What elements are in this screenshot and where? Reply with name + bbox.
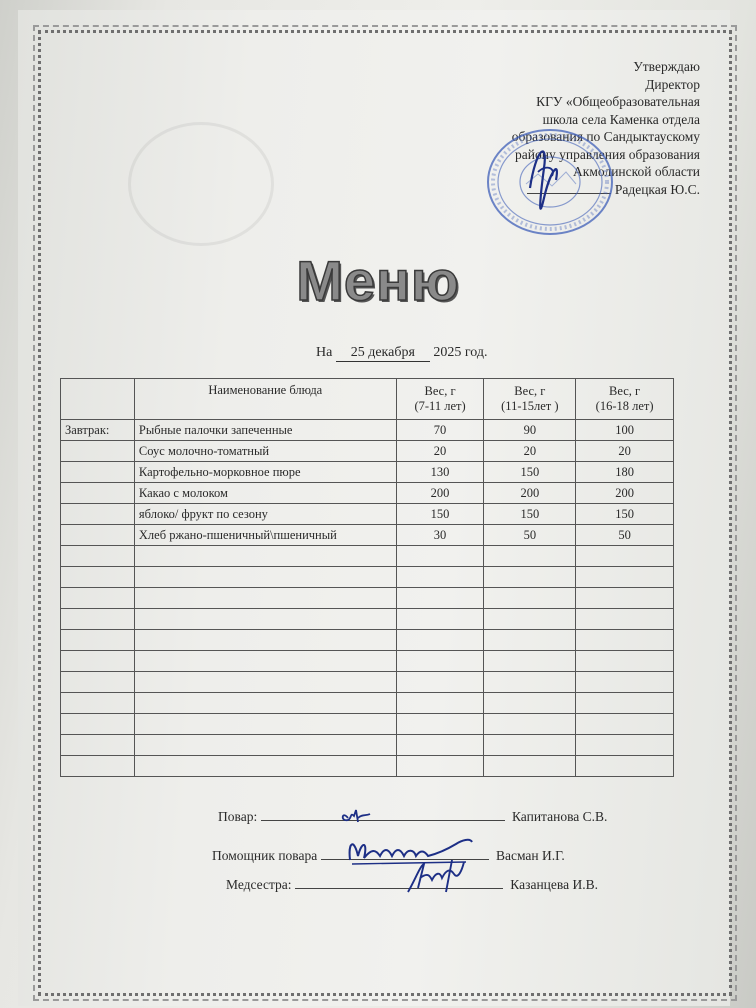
empty-cell <box>134 609 396 630</box>
header-meal <box>61 379 135 420</box>
empty-cell <box>576 567 674 588</box>
meal-cell: Завтрак: <box>61 420 135 441</box>
table-row <box>61 441 674 462</box>
empty-cell <box>576 546 674 567</box>
approval-line: Директор <box>645 76 700 92</box>
dish-name: Какао с молоком <box>134 483 396 504</box>
empty-cell <box>484 756 576 777</box>
approval-line: Утверждаю <box>633 59 700 74</box>
empty-cell <box>396 609 484 630</box>
weight-16-18: 180 <box>576 462 674 483</box>
table-row-empty <box>61 609 674 630</box>
table-row <box>61 504 674 525</box>
table-row-empty <box>61 756 674 777</box>
empty-cell <box>576 609 674 630</box>
cook-name: Капитанова С.В. <box>511 809 608 824</box>
empty-cell <box>484 651 576 672</box>
nurse-signature-line <box>295 874 503 889</box>
meal-cell <box>61 483 135 504</box>
empty-cell <box>61 714 135 735</box>
weight-11-15: 150 <box>484 504 576 525</box>
header-text: Вес, г (11-15лет ) <box>501 384 559 413</box>
meal-cell <box>61 504 135 525</box>
assistant-cook-role: Помощник повара <box>212 848 318 863</box>
page-title: Меню <box>296 249 460 312</box>
table-header-row <box>61 379 674 420</box>
approval-line: району управления образования <box>515 146 700 162</box>
empty-cell <box>61 672 135 693</box>
assistant-cook-name: Васман И.Г. <box>495 848 565 863</box>
empty-cell <box>576 714 674 735</box>
empty-cell <box>576 651 674 672</box>
header-text: Вес, г (16-18 лет) <box>595 384 654 413</box>
menu-date-line <box>316 345 487 362</box>
table-row-empty <box>61 546 674 567</box>
empty-cell <box>134 756 396 777</box>
table-row <box>61 525 674 546</box>
empty-cell <box>396 693 484 714</box>
empty-cell <box>396 735 484 756</box>
table-row-empty <box>61 693 674 714</box>
table-row <box>61 462 674 483</box>
cook-signature-row <box>218 806 607 825</box>
table-row-empty <box>61 735 674 756</box>
menu-table <box>60 378 674 777</box>
empty-cell <box>61 546 135 567</box>
round-seal-stamp <box>486 128 614 236</box>
table-row-empty <box>61 630 674 651</box>
weight-16-18: 20 <box>576 441 674 462</box>
weight-7-11: 130 <box>396 462 484 483</box>
empty-cell <box>396 546 484 567</box>
table-row-empty <box>61 651 674 672</box>
empty-cell <box>484 672 576 693</box>
meal-cell <box>61 462 135 483</box>
faded-stamp-mark <box>128 122 274 246</box>
empty-cell <box>396 567 484 588</box>
header-text: Вес, г (7-11 лет) <box>414 384 466 413</box>
empty-cell <box>134 735 396 756</box>
approval-line: образования по Сандыктаускому <box>511 129 700 144</box>
empty-cell <box>61 588 135 609</box>
menu-date: 25 декабря <box>336 345 430 362</box>
empty-cell <box>61 693 135 714</box>
weight-16-18: 100 <box>576 420 674 441</box>
table-row-empty <box>61 588 674 609</box>
empty-cell <box>484 735 576 756</box>
cook-signature-line <box>261 806 505 821</box>
empty-cell <box>134 630 396 651</box>
empty-cell <box>61 630 135 651</box>
weight-11-15: 90 <box>484 420 576 441</box>
weight-7-11: 150 <box>396 504 484 525</box>
empty-cell <box>134 714 396 735</box>
weight-11-15: 150 <box>484 462 576 483</box>
table-row <box>61 483 674 504</box>
dish-name: Картофельно-морковное пюре <box>134 462 396 483</box>
empty-cell <box>576 630 674 651</box>
empty-cell <box>61 567 135 588</box>
empty-cell <box>484 714 576 735</box>
empty-cell <box>484 609 576 630</box>
header-weight-7-11 <box>396 379 484 420</box>
empty-cell <box>134 546 396 567</box>
empty-cell <box>484 588 576 609</box>
empty-cell <box>576 756 674 777</box>
empty-cell <box>134 567 396 588</box>
empty-cell <box>396 714 484 735</box>
empty-cell <box>576 735 674 756</box>
weight-11-15: 50 <box>484 525 576 546</box>
empty-cell <box>576 588 674 609</box>
weight-7-11: 30 <box>396 525 484 546</box>
meal-cell <box>61 525 135 546</box>
nurse-name: Казанцева И.В. <box>510 877 598 892</box>
empty-cell <box>61 609 135 630</box>
approval-line: Акмолинской области <box>573 164 700 179</box>
table-row-empty <box>61 714 674 735</box>
table-row-empty <box>61 672 674 693</box>
weight-7-11: 200 <box>396 483 484 504</box>
weight-11-15: 200 <box>484 483 576 504</box>
table-row <box>61 420 674 441</box>
menu-year: 2025 год. <box>433 345 488 360</box>
empty-cell <box>396 588 484 609</box>
nurse-handwritten-signature <box>402 858 470 896</box>
empty-cell <box>484 546 576 567</box>
empty-cell <box>61 756 135 777</box>
date-prefix: На <box>316 345 333 360</box>
weight-16-18: 50 <box>576 525 674 546</box>
approval-line: школа села Каменка отдела <box>542 111 700 127</box>
cook-role: Повар: <box>218 809 258 824</box>
empty-cell <box>134 651 396 672</box>
header-dish-name: Наименование блюда <box>134 379 396 420</box>
empty-cell <box>396 672 484 693</box>
empty-cell <box>134 672 396 693</box>
empty-cell <box>134 693 396 714</box>
approval-line: КГУ «Общеобразовательная <box>536 94 700 109</box>
empty-cell <box>61 735 135 756</box>
meal-cell <box>61 441 135 462</box>
director-name: Радецкая Ю.С. <box>614 181 700 197</box>
weight-11-15: 20 <box>484 441 576 462</box>
dish-name: Хлеб ржано-пшеничный\пшеничный <box>134 525 396 546</box>
weight-16-18: 150 <box>576 504 674 525</box>
empty-cell <box>484 630 576 651</box>
empty-cell <box>61 651 135 672</box>
empty-cell <box>576 693 674 714</box>
empty-cell <box>396 756 484 777</box>
empty-cell <box>396 651 484 672</box>
table-body <box>61 420 674 777</box>
header-weight-16-18 <box>576 379 674 420</box>
cook-handwritten-signature <box>338 806 378 828</box>
dish-name: яблоко/ фрукт по сезону <box>134 504 396 525</box>
empty-cell <box>396 630 484 651</box>
table-row-empty <box>61 567 674 588</box>
empty-cell <box>484 567 576 588</box>
nurse-role: Медсестра: <box>226 877 292 892</box>
empty-cell <box>576 672 674 693</box>
dish-name: Рыбные палочки запеченные <box>134 420 396 441</box>
weight-16-18: 200 <box>576 483 674 504</box>
weight-7-11: 70 <box>396 420 484 441</box>
dish-name: Соус молочно-томатный <box>134 441 396 462</box>
empty-cell <box>484 693 576 714</box>
header-weight-11-15 <box>484 379 576 420</box>
empty-cell <box>134 588 396 609</box>
weight-7-11: 20 <box>396 441 484 462</box>
